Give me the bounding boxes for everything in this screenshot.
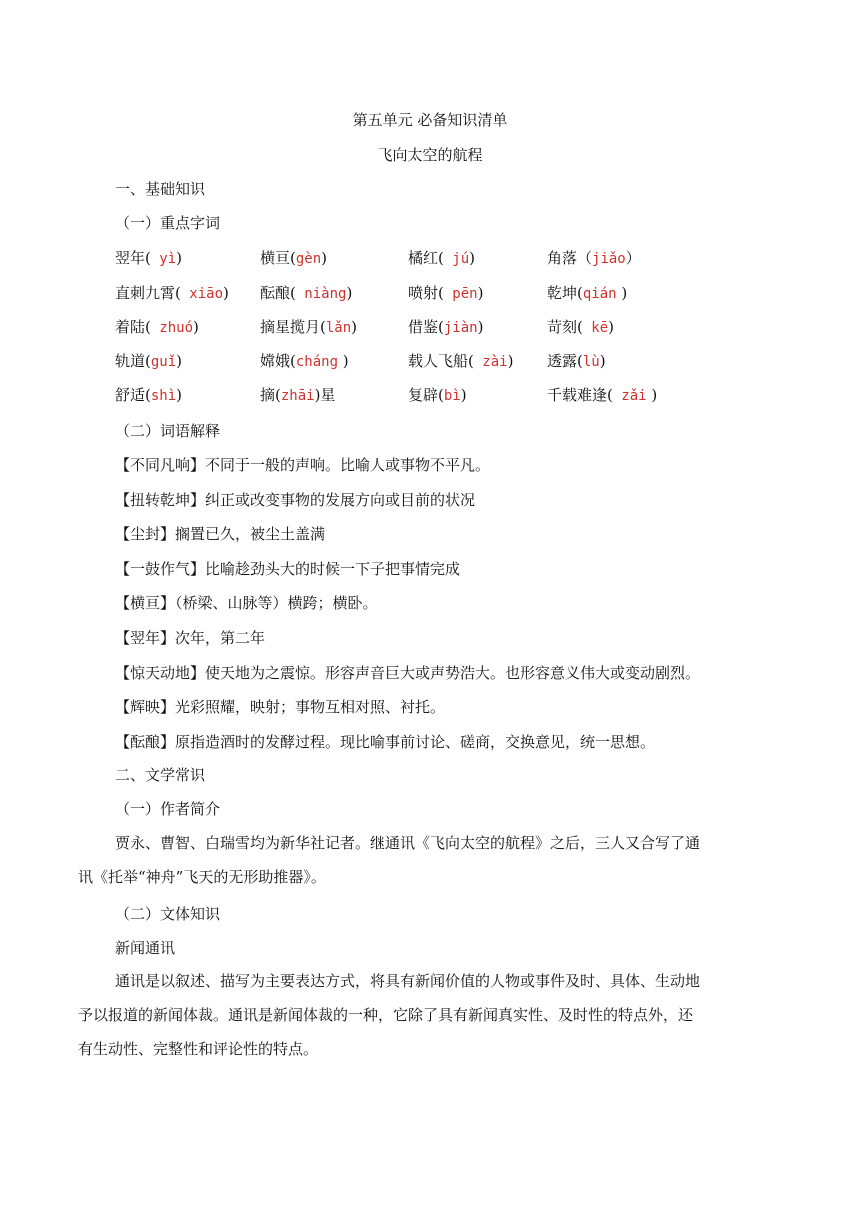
vocab-closing: ) <box>321 249 328 267</box>
vocab-item <box>260 283 352 304</box>
vocab-item <box>408 283 483 304</box>
vocab-item <box>115 248 182 269</box>
vocab-word: 舒适( <box>115 386 151 404</box>
vocab-word: 直刺九霄( <box>115 284 181 302</box>
vocab-closing: ) <box>176 352 183 370</box>
author-line: 讯《托举“神舟”飞天的无形助推器》。 <box>78 868 326 886</box>
vocab-pinyin: shì <box>150 388 177 404</box>
vocab-pinyin: zǎi <box>612 388 647 404</box>
vocab-word: 复辟( <box>408 386 444 404</box>
vocab-closing: ) <box>608 318 615 336</box>
vocab-word: 着陆( <box>115 318 151 336</box>
vocab-item <box>260 385 335 406</box>
vocab-pinyin: pēn <box>443 286 478 302</box>
vocab-pinyin: zhuó <box>150 320 194 336</box>
vocab-pinyin: cháng <box>295 354 339 370</box>
vocab-item <box>547 248 641 269</box>
section-heading-basic-knowledge: 一、基础知识 <box>115 180 206 198</box>
vocab-pinyin: zài <box>473 354 508 370</box>
subheading-author-intro: （一）作者简介 <box>115 800 221 818</box>
vocab-word: 横亘( <box>260 249 296 267</box>
vocab-closing: ) <box>507 352 514 370</box>
vocab-item <box>115 351 182 372</box>
vocab-closing: )星 <box>314 386 336 404</box>
vocab-word: 橘红( <box>408 249 444 267</box>
vocab-pinyin: jiǎo <box>592 251 626 267</box>
vocab-closing: ) <box>477 318 484 336</box>
vocab-pinyin: qián <box>582 286 617 302</box>
vocab-word: 轨道( <box>115 352 151 370</box>
vocab-word: 千载难逢( <box>547 386 613 404</box>
vocab-closing: ） <box>625 249 641 267</box>
vocab-pinyin: lù <box>582 354 600 370</box>
term-definition: 【尘封】搁置已久，被尘土盖满 <box>115 525 326 543</box>
vocab-word: 喷射( <box>408 284 444 302</box>
subheading-word-explanations: （二）词语解释 <box>115 422 221 440</box>
vocab-item <box>260 317 357 338</box>
vocab-item <box>260 248 327 269</box>
vocab-pinyin: yì <box>150 251 177 267</box>
lesson-title: 飞向太空的航程 <box>377 146 483 164</box>
vocab-word: 透露( <box>547 352 583 370</box>
vocab-item <box>408 248 475 269</box>
vocab-pinyin: xiāo <box>180 286 224 302</box>
vocab-item <box>547 385 657 406</box>
vocab-word: 嫦娥( <box>260 352 296 370</box>
vocab-pinyin: guǐ <box>150 354 177 370</box>
vocab-word: 乾坤( <box>547 284 583 302</box>
term-definition: 【不同凡响】不同于一般的声响。比喻人或事物不平凡。 <box>115 456 491 474</box>
vocab-word: 翌年( <box>115 249 151 267</box>
vocab-word: 酝酿( <box>260 284 296 302</box>
vocab-closing: ) <box>599 352 606 370</box>
vocab-item <box>408 351 513 372</box>
vocab-pinyin: jú <box>443 251 470 267</box>
vocab-closing: ) <box>223 284 229 302</box>
term-definition: 【辉映】光彩照耀，映射；事物互相对照、衬托。 <box>115 698 446 716</box>
vocab-item <box>115 317 199 338</box>
vocab-word: 载人飞船( <box>408 352 474 370</box>
vocab-item <box>115 283 229 304</box>
vocab-word: 摘星揽月( <box>260 318 326 336</box>
vocab-closing: ) <box>338 352 349 370</box>
vocab-closing: ) <box>616 284 628 302</box>
unit-title: 第五单元 必备知识清单 <box>352 111 508 129</box>
genre-line: 有生动性、完整性和评论性的特点。 <box>78 1040 319 1058</box>
vocab-item <box>547 283 627 304</box>
vocab-word: 苛刻( <box>547 318 583 336</box>
vocab-closing: ) <box>351 318 358 336</box>
genre-title: 新闻通讯 <box>115 939 176 957</box>
vocab-item <box>547 351 606 372</box>
vocab-item <box>115 385 182 406</box>
vocab-pinyin: jiàn <box>443 320 478 336</box>
vocab-closing: ) <box>193 318 199 336</box>
author-paragraph <box>78 826 784 894</box>
genre-line: 通讯是以叙述、描写为主要表达方式，将具有新闻价值的人物或事件及时、具体、生动地 <box>115 972 701 990</box>
term-definition: 【惊天动地】使天地为之震惊。形容声音巨大或声势浩大。也形容意义伟大或变动剧烈。 <box>115 664 701 682</box>
subheading-genre-knowledge: （二）文体知识 <box>115 905 221 923</box>
vocab-item <box>408 385 467 406</box>
vocab-word: 摘( <box>260 386 281 404</box>
vocab-closing: ) <box>460 386 467 404</box>
vocab-pinyin: niàng <box>295 286 347 302</box>
subheading-key-words: （一）重点字词 <box>115 214 221 232</box>
term-definition: 【翌年】次年，第二年 <box>115 629 266 647</box>
vocab-closing: ) <box>176 249 183 267</box>
vocab-pinyin: lǎn <box>325 320 352 336</box>
vocab-pinyin: kē <box>582 320 609 336</box>
vocab-closing: ) <box>469 249 476 267</box>
author-line: 贾永、曹智、白瑞雪均为新华社记者。继通讯《飞向太空的航程》之后，三人又合写了通 <box>115 834 701 852</box>
vocab-closing: ) <box>346 284 353 302</box>
vocab-closing: ) <box>477 284 484 302</box>
section-heading-literary-knowledge: 二、文学常识 <box>115 766 206 784</box>
vocab-pinyin: gèn <box>295 251 322 267</box>
vocab-word: 借鉴( <box>408 318 444 336</box>
term-definition: 【酝酿】原指造酒时的发酵过程。现比喻事前讨论、磋商，交换意见，统一思想。 <box>115 733 656 751</box>
vocab-closing: ) <box>646 386 658 404</box>
vocab-item <box>408 317 483 338</box>
vocab-item <box>260 351 349 372</box>
vocab-word: 角落（ <box>547 249 593 267</box>
vocab-pinyin: zhāi <box>280 388 315 404</box>
vocab-pinyin: bì <box>443 388 461 404</box>
term-definition: 【扭转乾坤】纠正或改变事物的发展方向或目前的状况 <box>115 491 476 509</box>
term-definition: 【横亘】（桥梁、山脉等）横跨；横卧。 <box>115 594 378 612</box>
genre-paragraph <box>78 964 784 1066</box>
vocab-closing: ) <box>176 386 183 404</box>
genre-line: 予以报道的新闻体裁。通讯是新闻体裁的一种，它除了具有新闻真实性、及时性的特点外，还 <box>78 1006 694 1024</box>
vocab-item <box>547 317 614 338</box>
term-definition: 【一鼓作气】比喻趁劲头大的时候一下子把事情完成 <box>115 560 461 578</box>
